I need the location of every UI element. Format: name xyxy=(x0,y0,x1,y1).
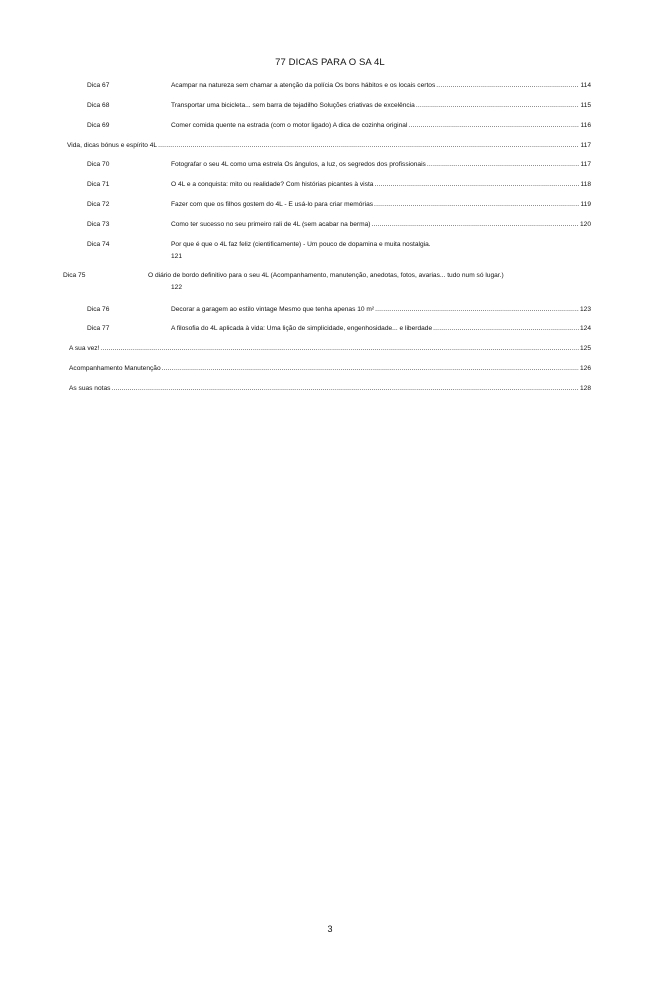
toc-entry xyxy=(171,200,591,209)
toc-section-title: Acompanhamento Manutenção xyxy=(69,365,161,372)
toc-entry xyxy=(171,220,591,229)
toc-title: Transportar uma bicicleta... sem barra de tejadilho Soluções criativas de excelência xyxy=(171,102,415,109)
toc-title: Fotografar o seu 4L como uma estrela Os ângulos, a luz, os segredos dos profissionais xyxy=(171,161,426,168)
document-title: 77 DICAS PARA O SA 4L xyxy=(275,57,385,68)
toc-label: Dica 71 xyxy=(87,181,110,188)
toc-title: Decorar a garagem ao estilo vintage Mesmo que tenha apenas 10 m² xyxy=(171,306,375,313)
toc-label: Dica 74 xyxy=(87,241,110,248)
toc-page-number: 116 xyxy=(580,122,591,129)
toc-page-number: 120 xyxy=(579,221,591,228)
toc-page-number: 122 xyxy=(171,284,183,291)
toc-title: Acampar na natureza sem chamar a atenção da polícia Os bons hábitos e os locais certos xyxy=(171,82,436,89)
toc-title: O diário de bordo definitivo para o seu 4L (Acompanhamento, manutenção, anedotas, fotos, avarias... tudo num só lugar.) xyxy=(148,272,504,279)
toc-title: A filosofia do 4L aplicada à vida: Uma lição de simplicidade, engenhosidade... e liberdade xyxy=(171,325,433,332)
toc-page-number: 128 xyxy=(579,385,591,392)
toc-leader-dots xyxy=(374,180,579,189)
toc-entry xyxy=(171,160,591,169)
page-number: 3 xyxy=(327,924,333,934)
toc-section-title: Vida, dicas bónus e espírito 4L xyxy=(67,142,158,149)
toc-label: Dica 69 xyxy=(87,122,110,129)
toc-entry xyxy=(69,344,591,353)
toc-page-number: 125 xyxy=(579,345,591,352)
toc-entry xyxy=(171,101,591,110)
toc-page-number: 117 xyxy=(580,161,591,168)
toc-section-title: A sua vez! xyxy=(69,345,100,352)
toc-entry xyxy=(171,180,591,189)
toc-leader-dots xyxy=(433,324,579,333)
toc-label: Dica 75 xyxy=(63,272,86,279)
toc-page-number: 126 xyxy=(579,365,591,372)
toc-entry xyxy=(171,324,591,333)
toc-label: Dica 68 xyxy=(87,102,110,109)
toc-entry xyxy=(171,305,591,314)
toc-leader-dots xyxy=(416,101,580,110)
toc-leader-dots xyxy=(111,384,579,393)
toc-leader-dots xyxy=(100,344,579,353)
toc-entry xyxy=(171,121,591,130)
toc-leader-dots xyxy=(162,364,579,373)
toc-page-number: 119 xyxy=(580,201,591,208)
toc-row-dica-75[interactable] xyxy=(0,271,660,293)
toc-leader-dots xyxy=(372,220,579,229)
toc-row-dica-74[interactable] xyxy=(0,240,660,262)
toc-page-number: 123 xyxy=(579,306,591,313)
toc-page-number: 121 xyxy=(171,253,183,260)
toc-page-number: 117 xyxy=(580,142,591,149)
toc-entry xyxy=(171,81,591,90)
toc-section-title: As suas notas xyxy=(69,385,111,392)
toc-leader-dots xyxy=(375,305,579,314)
toc-label: Dica 72 xyxy=(87,201,110,208)
toc-label: Dica 73 xyxy=(87,221,110,228)
toc-leader-dots xyxy=(427,160,580,169)
toc-title: Como ter sucesso no seu primeiro rali de 4L (sem acabar na berma) xyxy=(171,221,371,228)
toc-label: Dica 70 xyxy=(87,161,110,168)
toc-entry xyxy=(69,364,591,373)
toc-entry xyxy=(67,141,591,150)
toc-page-number: 115 xyxy=(580,102,591,109)
toc-leader-dots xyxy=(374,200,579,209)
toc-entry xyxy=(69,384,591,393)
toc-title: Fazer com que os filhos gostem do 4L - E usá-lo para criar memórias xyxy=(171,201,374,208)
toc-page-number: 118 xyxy=(580,181,591,188)
toc-title: Comer comida quente na estrada (com o motor ligado) A dica de cozinha original xyxy=(171,122,408,129)
toc-leader-dots xyxy=(436,81,579,90)
toc-label: Dica 67 xyxy=(87,82,110,89)
toc-leader-dots xyxy=(158,141,579,150)
toc-label: Dica 76 xyxy=(87,306,110,313)
toc-label: Dica 77 xyxy=(87,325,110,332)
toc-title: O 4L e a conquista: mito ou realidade? Com histórias picantes à vista xyxy=(171,181,374,188)
toc-page-number: 124 xyxy=(579,325,591,332)
toc-page-number: 114 xyxy=(580,82,591,89)
toc-title: Por que é que o 4L faz feliz (cientificamente) - Um pouco de dopamina e muita nostalgia. xyxy=(171,241,431,248)
toc-leader-dots xyxy=(408,121,579,130)
